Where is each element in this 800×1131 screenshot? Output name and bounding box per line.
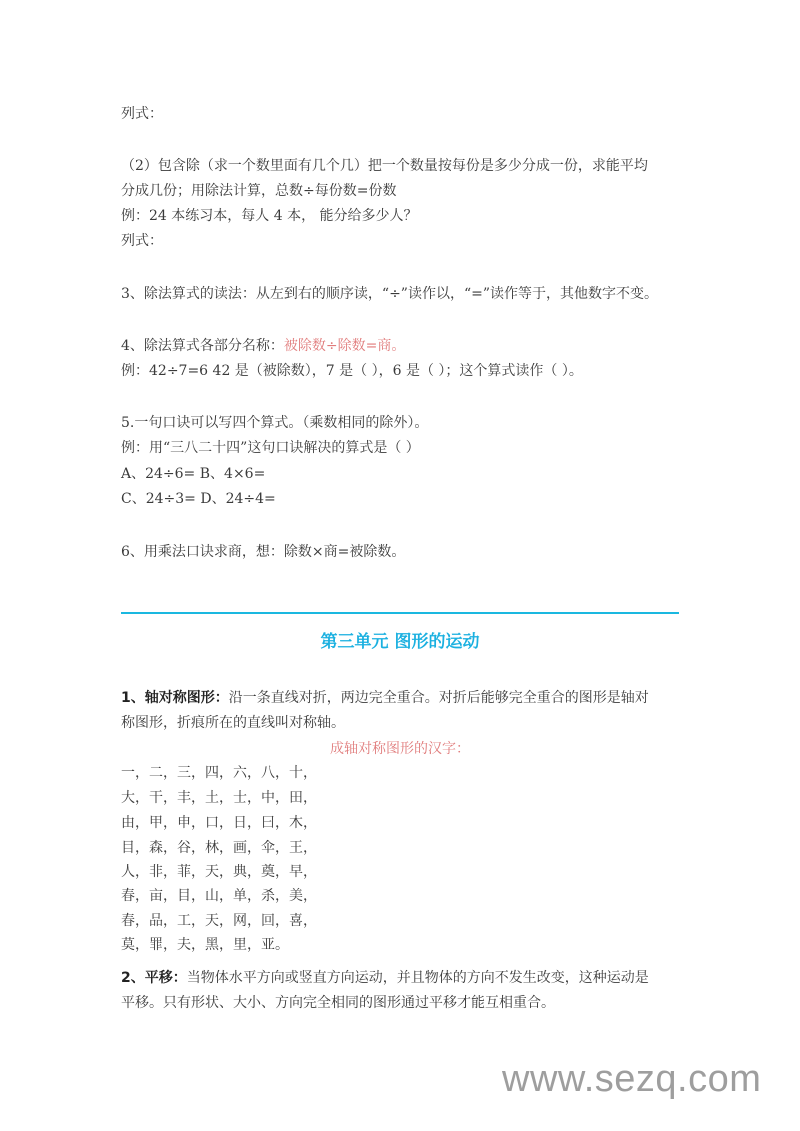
item4-example: 例：42÷7=6 42 是（被除数），7 是（ ），6 是（ ）；这个算式读作（ ）。 — [121, 363, 583, 379]
item6-rule: 6、用乘法口诀求商，想：除数×商=被除数。 — [121, 544, 406, 560]
unit3-item1-line1 — [121, 688, 649, 708]
item1-label: 1、轴对称图形： — [121, 690, 229, 706]
item5-example: 例：用“三八二十四”这句口诀解决的算式是（ ） — [121, 440, 420, 456]
item5-rule: 5.一句口诀可以写四个算式。（乘数相同的除外）。 — [121, 415, 429, 431]
char-row: 由，甲，申，口，日，曰，木， — [121, 815, 317, 831]
symmetric-chars-subtitle: 成轴对称图形的汉字： — [330, 741, 470, 757]
item2-text: 当物体水平方向或竖直方向运动，并且物体的方向不发生改变，这种运动是 — [186, 970, 649, 986]
watermark: www.sezq.com — [502, 1058, 762, 1100]
item2-text-line2: 分成几份；用除法计算，总数÷每份数=份数 — [121, 183, 397, 199]
formula-prompt-1: 列式： — [121, 106, 163, 122]
section-divider — [121, 612, 679, 614]
item1-text: 沿一条直线对折，两边完全重合。对折后能够完全重合的图形是轴对 — [228, 690, 649, 706]
char-row: 目，森，谷，林，画，伞，王， — [121, 840, 317, 856]
item4-label: 4、除法算式各部分名称： — [121, 338, 284, 354]
item4-parts-names — [121, 336, 405, 356]
item2-label: 2、平移： — [121, 970, 187, 986]
char-row: 春，亩，目，山，单，杀，美， — [121, 888, 317, 904]
unit3-item1-line2: 称图形，折痕所在的直线叫对称轴。 — [121, 715, 345, 731]
item2-text-line1: （2）包含除（求一个数里面有几个几）把一个数量按每份是多少分成一份，求能平均 — [121, 158, 648, 174]
char-row: 莫，罪，夫，黑，里，亚。 — [121, 937, 289, 953]
item5-options-cd: C、24÷3= D、24÷4= — [121, 491, 276, 507]
char-row: 大，干，丰，土，士，中，田， — [121, 790, 317, 806]
item4-highlight: 被除数÷除数=商。 — [283, 338, 406, 354]
char-row: 一，二，三，四，六，八，十， — [121, 765, 317, 781]
item2-example: 例：24 本练习本，每人 4 本， 能分给多少人？ — [121, 208, 418, 224]
item5-options-ab: A、24÷6= B、4×6= — [121, 466, 266, 482]
char-row: 春，品，工，天，网，回，喜， — [121, 913, 317, 929]
unit3-item2-line2: 平移。只有形状、大小、方向完全相同的图形通过平移才能互相重合。 — [121, 995, 555, 1011]
unit3-item2-line1 — [121, 968, 649, 988]
formula-prompt-2: 列式： — [121, 233, 163, 249]
item3-reading-rule: 3、除法算式的读法：从左到右的顺序读，“÷”读作以，“=”读作等于，其他数字不变。 — [121, 286, 658, 302]
unit-title: 第三单元 图形的运动 — [320, 632, 480, 652]
char-row: 人，非，菲，天，典，奠，早， — [121, 864, 317, 880]
